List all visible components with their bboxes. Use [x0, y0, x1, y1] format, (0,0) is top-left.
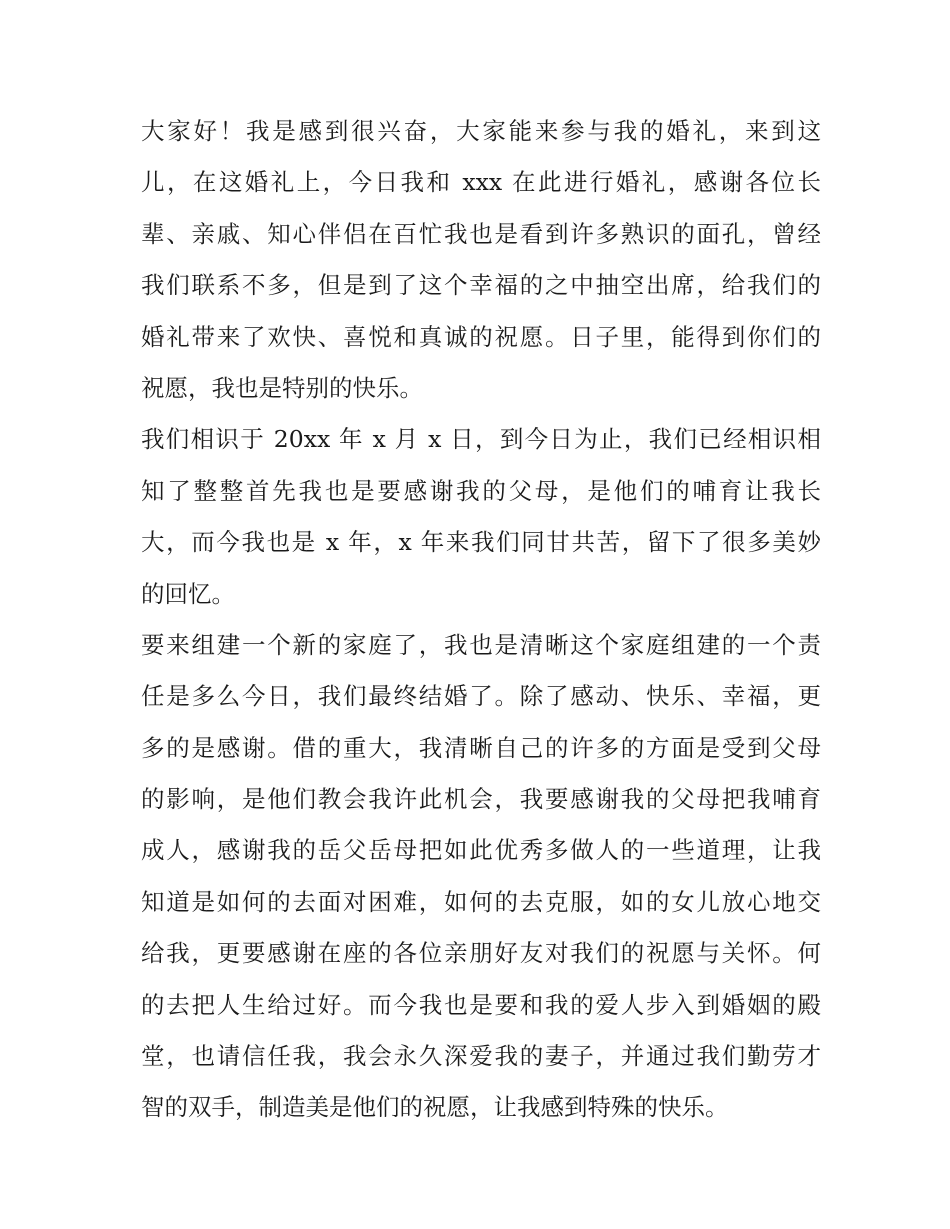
text-line: 我们相识于 20xx 年 x 月 x 日，到今日为止，我们已经相识相: [141, 425, 821, 454]
text-line: 大家好！我是感到很兴奋，大家能来参与我的婚礼，来到这: [141, 117, 821, 145]
text-line: 大，而今我也是 x 年，x 年来我们同甘共苦，留下了很多美妙: [141, 528, 821, 557]
text-line: 任是多么今日，我们最终结婚了。除了感动、快乐、幸福，更: [141, 682, 821, 711]
text-line: 多的是感谢。借的重大，我清晰自己的许多的方面是受到父母: [141, 733, 821, 762]
text-line: 的回忆。: [141, 579, 235, 608]
speech-text: [141, 106, 821, 1134]
text-line: 我们联系不多，但是到了这个幸福的之中抽空出席，给我们的: [141, 271, 821, 300]
text-line: 智的双手，制造美是他们的祝愿，让我感到特殊的快乐。: [141, 1093, 729, 1122]
text-line: 辈、亲戚、知心伴侣在百忙我也是看到许多熟识的面孔，曾经: [141, 219, 821, 248]
text-line: 要来组建一个新的家庭了，我也是清晰这个家庭组建的一个责: [141, 630, 821, 659]
text-line: 给我，更要感谢在座的各位亲朋好友对我们的祝愿与关怀。何: [141, 939, 821, 968]
text-line: 知了整整首先我也是要感谢我的父母，是他们的哺育让我长: [141, 476, 821, 505]
text-line: 祝愿，我也是特别的快乐。: [141, 373, 423, 402]
text-line: 知道是如何的去面对困难，如何的去克服，如的女儿放心地交: [141, 887, 821, 916]
text-line: 成人，感谢我的岳父岳母把如此优秀多做人的一些道理，让我: [141, 836, 821, 865]
text-line: 的去把人生给过好。而今我也是要和我的爱人步入到婚姻的殿: [141, 990, 821, 1019]
text-line: 堂，也请信任我，我会永久深爱我的妻子，并通过我们勤劳才: [141, 1042, 821, 1071]
text-line: 婚礼带来了欢快、喜悦和真诚的祝愿。日子里，能得到你们的: [141, 322, 821, 351]
text-line: 的影响，是他们教会我许此机会，我要感谢我的父母把我哺育: [141, 785, 821, 814]
text-line: 儿，在这婚礼上，今日我和 xxx 在此进行婚礼，感谢各位长: [141, 168, 821, 197]
